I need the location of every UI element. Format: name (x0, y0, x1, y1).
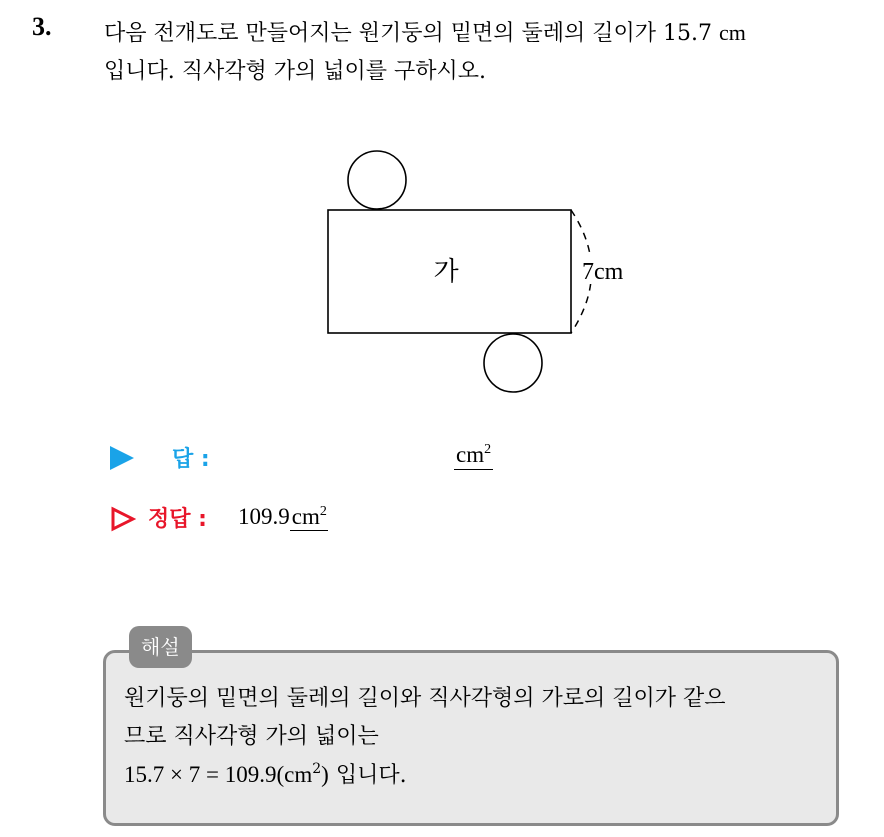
correct-value (238, 504, 328, 530)
bottom-base-circle (484, 334, 542, 392)
answer-unit: cm (456, 442, 485, 467)
answer-row (110, 440, 610, 476)
question-line2: 입니다. 직사각형 가의 넓이를 구하시오. (104, 59, 486, 84)
explanation-tag: 해설 (129, 626, 192, 668)
correct-answer-row (110, 500, 610, 540)
top-base-circle (348, 151, 406, 209)
explanation-line2: 므로 직사각형 가의 넓이는 (124, 724, 379, 749)
explanation-exponent: 2 (312, 761, 322, 777)
explanation-unit: cm (284, 762, 313, 787)
play-icon (110, 446, 134, 470)
correct-label: 정답 : (148, 507, 207, 532)
correct-unit: cm (291, 504, 320, 529)
correct-unit-underlined (290, 504, 328, 531)
rect-label: 가 (433, 257, 459, 287)
correct-number: 109.9 (238, 504, 290, 529)
play-outline-icon (110, 506, 136, 532)
question-unit: cm (719, 20, 746, 45)
explanation-line1: 원기둥의 밑면의 둘레의 길이와 직사각형의 가로의 길이가 같으 (124, 686, 726, 711)
question-line1: 다음 전개도로 만들어지는 원기둥의 밑면의 둘레의 길이가 15.7 (104, 21, 712, 46)
answer-label: 답 : (172, 447, 210, 472)
explanation-text (124, 680, 830, 795)
correct-exponent: 2 (319, 504, 327, 519)
answer-exponent: 2 (484, 442, 492, 457)
explanation-close-paren: ) (321, 762, 329, 787)
height-label: 7cm (582, 259, 624, 285)
explanation-tail: 입니다. (335, 763, 407, 788)
question-number: 3. (32, 12, 52, 41)
explanation-expression: 15.7 × 7 = 109.9( (124, 762, 285, 787)
explanation-line3 (124, 756, 830, 795)
answer-blank[interactable] (454, 442, 493, 470)
